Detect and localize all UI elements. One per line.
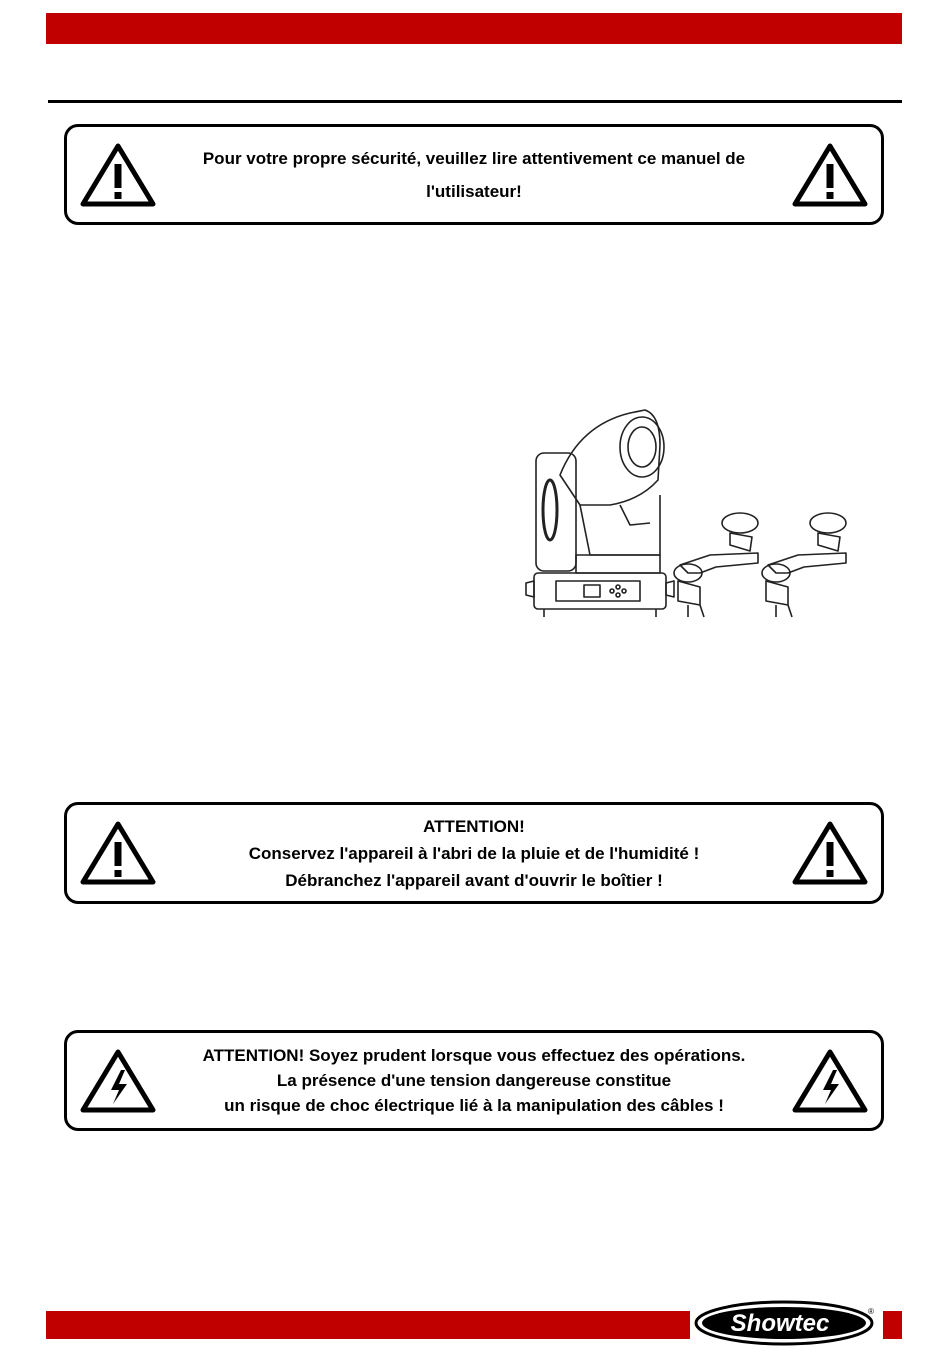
safety-warning-line: Pour votre propre sécurité, veuillez lire attentivement ce manuel de [202, 148, 746, 168]
header-divider [48, 100, 902, 103]
high-voltage-icon [79, 1048, 157, 1114]
attention-warning-text [167, 805, 781, 901]
attention-warning-line: Conservez l'appareil à l'abri de la pluie et de l'humidité ! [248, 843, 700, 863]
showtec-logo [694, 1300, 880, 1346]
warning-triangle-icon [791, 142, 869, 208]
footer-bar [46, 1311, 690, 1339]
high-voltage-icon [791, 1048, 869, 1114]
attention-warning-line: Débranchez l'appareil avant d'ouvrir le boîtier ! [285, 870, 663, 890]
electrical-warning-box [64, 1030, 884, 1131]
warning-triangle-icon [791, 820, 869, 886]
electrical-warning-line: La présence d'une tension dangereuse constitue [276, 1071, 672, 1090]
attention-warning-box [64, 802, 884, 904]
safety-warning-line: l'utilisateur! [426, 181, 522, 201]
electrical-warning-line: ATTENTION! Soyez prudent lorsque vous effectuez des opérations. [202, 1046, 746, 1065]
electrical-warning-line: un risque de choc électrique lié à la manipulation des câbles ! [224, 1096, 724, 1115]
header-bar [46, 13, 902, 44]
svg-text:®: ® [868, 1307, 874, 1316]
attention-heading: ATTENTION! [423, 816, 525, 836]
footer-bar-end [883, 1311, 902, 1339]
electrical-warning-text [167, 1033, 781, 1128]
safety-warning-box [64, 124, 884, 225]
svg-text:Showtec: Showtec [730, 1310, 830, 1337]
warning-triangle-icon [79, 820, 157, 886]
product-illustration [520, 405, 860, 620]
warning-triangle-icon [79, 142, 157, 208]
safety-warning-text [167, 127, 781, 222]
